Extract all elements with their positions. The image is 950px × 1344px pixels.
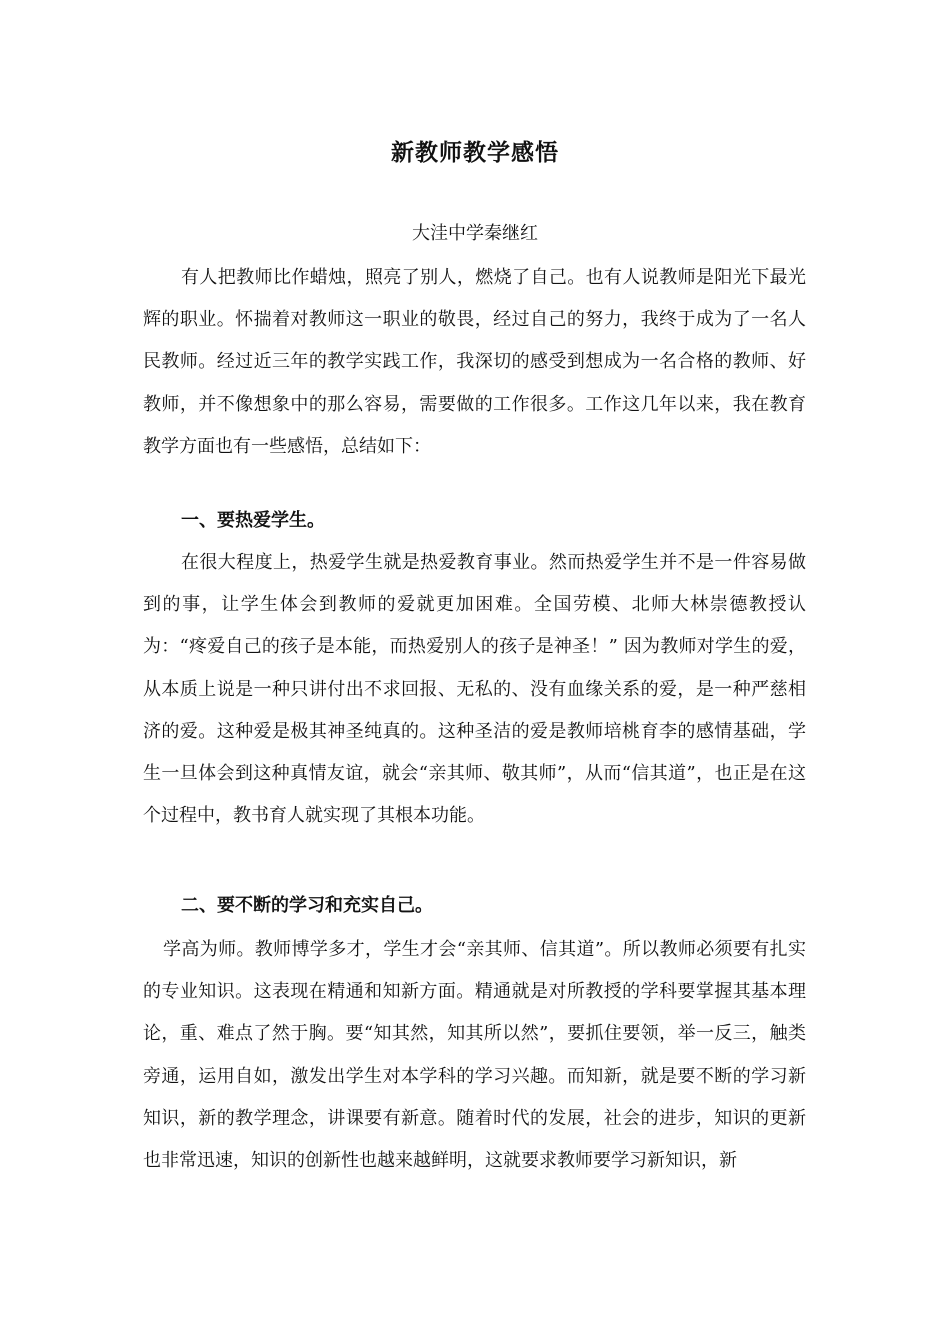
paragraph-keep-learning: 学高为师。教师博学多才，学生才会“亲其师、信其道”。所以教师必须要有扎实的专业知识。这表现在精通和知新方面。精通就是对所教授的学科要掌握其基本理论，重、难点了然于胸。要“知其然，知其所以然”，要抓住要领，举一反三，触类旁通，运用自如，激发出学生对本学科的学习兴趣。而知新，就是要不断的学习新知识，新的教学理念，讲课要有新意。随着时代的发展，社会的进步，知识的更新也非常迅速，知识的创新性也越来越鲜明，这就要求教师要学习新知识，新 xyxy=(143,939,806,1172)
document-title: 新教师教学感悟 xyxy=(391,139,559,166)
section-heading-2: 二、要不断的学习和充实自己。 xyxy=(181,895,433,916)
paragraph-love-students: 在很大程度上，热爱学生就是热爱教育事业。然而热爱学生并不是一件容易做到的事，让学生体会到教师的爱就更加困难。全国劳模、北师大林崇德教授认为：“疼爱自己的孩子是本能，而热爱别人的孩子是神圣！” 因为教师对学生的爱，从本质上说是一种只讲付出不求回报、无私的、没有血缘关系的爱，是一种严慈相济的爱。这种爱是极其神圣纯真的。这种圣洁的爱是教师培桃育李的感情基础，学生一旦体会到这种真情友谊，就会“亲其师、敬其师”，从而“信其道”，也正是在这个过程中，教书育人就实现了其根本功能。 xyxy=(143,552,806,827)
paragraph-intro: 有人把教师比作蜡烛，照亮了别人，燃烧了自己。也有人说教师是阳光下最光辉的职业。怀揣着对教师这一职业的敬畏，经过自己的努力，我终于成为了一名人民教师。经过近三年的教学实践工作，我深切的感受到想成为一名合格的教师、好教师，并不像想象中的那么容易，需要做的工作很多。工作这几年以来，我在教育教学方面也有一些感悟，总结如下： xyxy=(143,267,806,457)
author-line: 大洼中学秦继红 xyxy=(412,223,538,244)
section-heading-1: 一、要热爱学生。 xyxy=(181,510,325,531)
